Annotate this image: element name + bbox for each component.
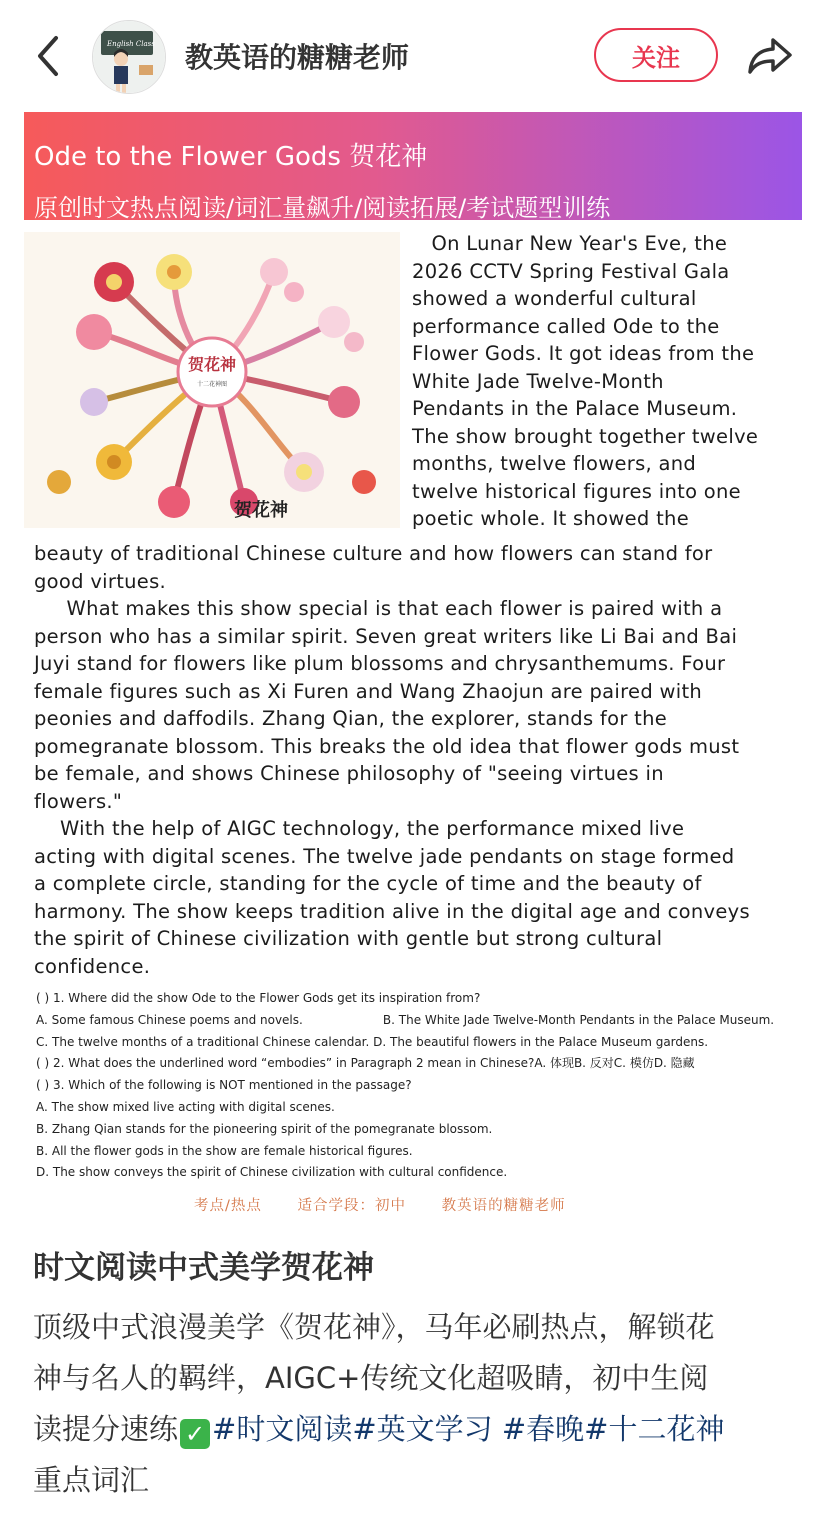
text-line: showed a wonderful cultural [412,287,697,310]
text-line: poetic whole. It showed the [412,507,690,530]
svg-text:十二花神图: 十二花神图 [196,381,228,388]
tag-level: 适合学段：初中 [297,1198,406,1214]
flower-gods-mindmap-image [24,232,400,528]
text-line: Flower Gods. It got ideas from the [412,342,755,365]
tag-topic: 考点/热点 [194,1198,262,1214]
article-banner [24,112,802,220]
question-line: A. Some famous Chinese poems and novels. B. The White Jade Twelve-Month Pendants in the Palace Museum. [36,1012,775,1027]
text-line: What makes this show special is that each flower is paired with a [34,597,723,620]
svg-text:贺花神: 贺花神 [187,355,237,374]
question-line: ( ) 1. Where did the show Ode to the Flower Gods get its inspiration from? [36,991,481,1005]
text-line: person who has a similar spirit. Seven great writers like Li Bai and Bai [34,624,738,648]
text-line: good virtues. [34,569,167,593]
question-line: B. Zhang Qian stands for the pioneering spirit of the pomegranate blossom. [36,1121,493,1136]
post-title: 时文阅读中式美学贺花神 [33,1250,374,1286]
post-description [33,1302,803,1506]
svg-text:English Class: English Class [107,40,155,48]
desc-line: 重点词汇 [33,1463,150,1497]
text-line: performance called Ode to the [412,314,720,338]
text-line: Juyi stand for flowers like plum blossoms and chrysanthemums. Four [34,652,726,675]
mindmap-illustration [24,232,400,528]
text-line: a complete circle, standing for the cycle of time and the beauty of [34,872,702,895]
article-image[interactable] [24,112,804,1222]
follow-button[interactable]: 关注 [594,28,718,82]
text-line: On Lunar New Year's Eve, the [412,232,728,255]
text-line: harmony. The show keeps tradition alive in the digital age and conveys [34,899,750,923]
mindmap-caption: 贺花神 [234,500,288,521]
text-line: 2026 CCTV Spring Festival Gala [412,259,730,283]
text-line: flowers." [34,789,123,813]
text-line: months, twelve flowers, and [412,452,697,475]
text-line: be female, and shows Chinese philosophy of "seeing virtues in [34,762,664,785]
author-avatar[interactable] [92,20,166,94]
share-icon [746,34,794,78]
reading-questions [36,988,806,1184]
article-footer-tags [194,1194,596,1215]
question-line: B. All the flower gods in the show are female historical figures. [36,1143,413,1158]
tag-author: 教英语的糖糖老师 [441,1198,566,1214]
text-line: pomegranate blossom. This breaks the old idea that flower gods must [34,734,740,758]
question-line: ( ) 2. What does the underlined word “embodies” in Paragraph 2 mean in Chinese?A. 体现B. 反对C. 模仿D. 隐藏 [36,1056,695,1071]
hashtag-link[interactable]: #英文学习 [352,1412,493,1446]
text-line: The show brought together twelve [412,424,759,448]
back-button[interactable] [30,34,70,78]
text-line: acting with digital scenes. The twelve jade pendants on stage formed [34,844,735,868]
back-arrow-icon [30,34,70,78]
text-line: beauty of traditional Chinese culture and how flowers can stand for [34,542,713,565]
text-line: With the help of AIGC technology, the performance mixed live [34,817,685,840]
text-line: White Jade Twelve-Month [412,369,664,393]
text-line: confidence. [34,954,151,978]
banner-title: Ode to the Flower Gods 贺花神 [34,142,428,172]
author-name[interactable]: 教英语的糖糖老师 [185,41,410,74]
question-line: C. The twelve months of a traditional Chinese calendar. D. The beautiful flowers in the Palace Museum gardens. [36,1034,709,1049]
check-mark-icon: ✓ [180,1419,210,1449]
article-text-full [34,540,799,980]
text-line: Pendants in the Palace Museum. [412,397,738,420]
desc-line-with-tags [33,1404,803,1455]
desc-line: 顶级中式浪漫美学《贺花神》，马年必刷热点，解锁花 [33,1310,715,1344]
text-line: twelve historical figures into one [412,479,741,503]
text-line: the spirit of Chinese civilization with gentle but strong cultural [34,927,663,950]
desc-text: 读提分速练 [33,1412,179,1446]
banner-subtitle: 原创时文热点阅读/词汇量飙升/阅读拓展/考试题型训练 [34,194,611,222]
text-line: peonies and daffodils. Zhang Qian, the explorer, stands for the [34,707,668,730]
text-line: female figures such as Xi Furen and Wang Zhaojun are paired with [34,679,703,703]
hashtag-link[interactable]: #时文阅读 [212,1412,353,1446]
hashtag-link[interactable]: #十二花神 [584,1412,725,1446]
desc-line: 神与名人的羁绊，AIGC+传统文化超吸睛，初中生阅 [33,1361,709,1395]
share-button[interactable] [746,34,794,78]
top-bar [0,0,828,112]
question-line: ( ) 3. Which of the following is NOT mentioned in the passage? [36,1078,412,1093]
hashtag-link[interactable]: #春晚 [492,1412,585,1446]
question-line: A. The show mixed live acting with digital scenes. [36,1099,335,1114]
avatar-illustration [93,21,165,93]
article-text-wrapped [412,230,792,533]
question-line: D. The show conveys the spirit of Chinese civilization with cultural confidence. [36,1165,508,1180]
